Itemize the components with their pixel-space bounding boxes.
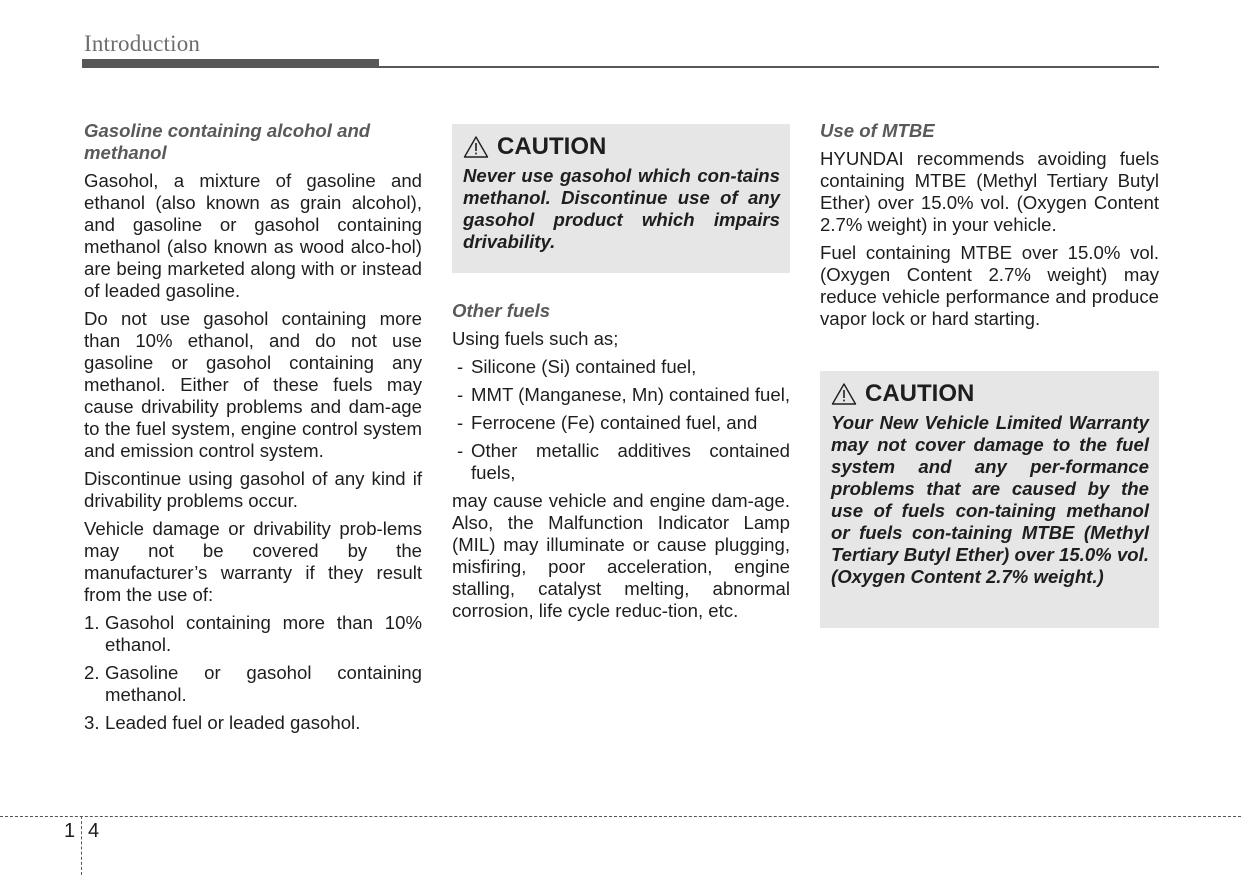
paragraph: Vehicle damage or drivability prob-lems may not be covered by the manufacturer’s warranty if they result from the use of: xyxy=(84,518,422,605)
paragraph: Do not use gasohol containing more than 10% ethanol, and do not use gasoline or gasohol containing any methanol. Either of these fuels may cause drivability problems and dam-age to the fuel system, engine control system and emission control system. xyxy=(84,308,422,461)
caution-box-warranty xyxy=(820,371,1159,628)
caution-title: CAUTION xyxy=(865,380,975,407)
warning-triangle-icon xyxy=(463,135,489,159)
section-heading-other-fuels: Other fuels xyxy=(452,300,551,321)
paragraph: Fuel containing MTBE over 15.0% vol. (Oxygen Content 2.7% weight) may reduce vehicle performance and produce vapor lock or hard starting. xyxy=(820,242,1159,329)
list-item-text: MMT (Manganese, Mn) contained fuel, xyxy=(471,384,790,405)
caution-text: Your New Vehicle Limited Warranty may not cover damage to the fuel system and any per-formance problems that are caused by the use of fuels con-taining methanol or fuels con-taining MTBE (Methyl Tertiary Butyl Ether) over 15.0% vol. (Oxygen Content 2.7% weight.) xyxy=(831,412,1149,587)
column-middle xyxy=(452,300,790,628)
list-item xyxy=(452,356,790,378)
column-right xyxy=(820,120,1159,336)
section-heading-alcohol: Gasoline containing alcohol and methanol xyxy=(84,120,371,163)
paragraph: Using fuels such as; xyxy=(452,328,619,349)
caution-title: CAUTION xyxy=(497,133,607,160)
list-item xyxy=(84,712,422,734)
list-item xyxy=(84,612,422,656)
list-item xyxy=(452,384,790,406)
header-rule xyxy=(82,66,1159,68)
caution-header xyxy=(831,380,1149,408)
list-dash: - xyxy=(457,440,464,461)
list-item xyxy=(452,412,790,434)
paragraph: may cause vehicle and engine dam-age. Also, the Malfunction Indicator Lamp (MIL) may illuminate or cause plugging, misfiring, poor acceleration, engine stalling, catalyst melting, abnormal corrosion, life cycle reduc-tion, etc. xyxy=(452,490,790,621)
caution-box-methanol xyxy=(452,124,790,273)
page-number: 4 xyxy=(88,820,100,842)
column-left xyxy=(84,120,422,740)
list-item-text: Other metallic additives contained fuels, xyxy=(471,440,790,483)
footer-rule xyxy=(0,816,1241,817)
list-item-text: Gasoline or gasohol containing methanol. xyxy=(105,662,422,705)
list-dash: - xyxy=(457,356,464,377)
list-item xyxy=(452,440,790,484)
paragraph: HYUNDAI recommends avoiding fuels containing MTBE (Methyl Tertiary Butyl Ether) over 15.0% vol. (Oxygen Content 2.7% weight) in your vehicle. xyxy=(820,148,1159,235)
warning-triangle-icon xyxy=(831,382,857,406)
list-dash: - xyxy=(457,412,464,433)
list-item xyxy=(84,662,422,706)
numbered-list xyxy=(84,612,422,734)
dash-list xyxy=(452,356,790,484)
list-item-text: Silicone (Si) contained fuel, xyxy=(471,356,697,377)
section-heading-mtbe: Use of MTBE xyxy=(820,120,935,141)
paragraph: Discontinue using gasohol of any kind if drivability problems occur. xyxy=(84,468,422,511)
caution-text: Never use gasohol which con-tains methanol. Discontinue use of any gasohol product which impairs drivability. xyxy=(463,165,780,252)
list-item-text: Gasohol containing more than 10% ethanol. xyxy=(105,612,422,655)
footer-divider xyxy=(81,816,82,875)
caution-header xyxy=(463,133,780,161)
list-item-text: Ferrocene (Fe) contained fuel, and xyxy=(471,412,758,433)
section-number: 1 xyxy=(64,820,76,842)
list-number: 3. xyxy=(84,712,100,733)
list-item-text: Leaded fuel or leaded gasohol. xyxy=(105,712,361,733)
paragraph: Gasohol, a mixture of gasoline and ethanol (also known as grain alcohol), and gasoline or gasohol containing methanol (also known as wood alco-hol) are being marketed along with or instead of leaded gasoline. xyxy=(84,170,422,301)
list-number: 1. xyxy=(84,612,100,633)
page-section-title: Introduction xyxy=(84,31,201,56)
list-dash: - xyxy=(457,384,464,405)
list-number: 2. xyxy=(84,662,100,683)
